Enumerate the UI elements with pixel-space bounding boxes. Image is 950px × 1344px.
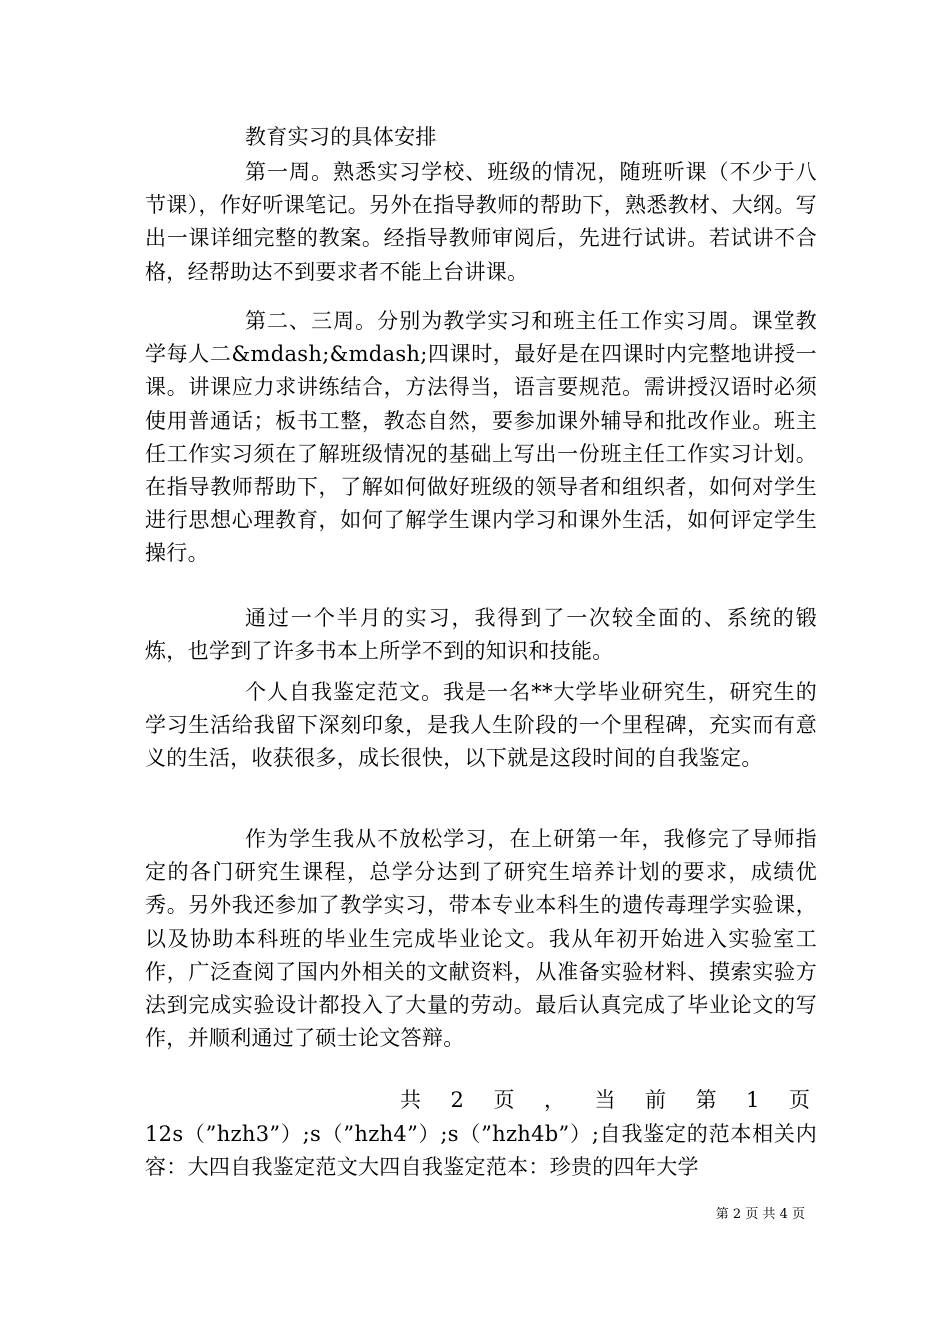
section-title: 教育实习的具体安排 — [245, 125, 437, 149]
pager-token: 1 — [746, 1088, 760, 1112]
paragraph: 作为学生我从不放松学习，在上研第一年，我修完了导师指定的各门研究生课程，总学分达到了研究生培养计划的要求，成绩优秀。另外我还参加了教学实习，带本专业本科生的遗传毒理学实验课，以及协助本科班的毕业生完成毕业论文。我从年初开始进入实验室工作，广泛查阅了国内外相关的文献资料，从准备实验材料、摸索实验方法到完成实验设计都投入了大量的劳动。最后认真完成了毕业论文的写作，并顺利通过了硕士论文答辩。 — [145, 827, 817, 1051]
paragraph: 第二、三周。分别为教学实习和班主任工作实习周。课堂教学每人二&mdash;&mdash;四课时，最好是在四课时内完整地讲授一课。讲课应力求讲练结合，方法得当，语言要规范。需讲授汉语时必须使用普通话；板书工整，教态自然，要参加课外辅导和批改作业。班主任工作实习须在了解班级情况的基础上写出一份班主任工作实习计划。在指导教师帮助下，了解如何做好班级的领导者和组织者，如何对学生进行思想心理教育，如何了解学生课内学习和课外生活，如何评定学生操行。 — [145, 309, 817, 566]
pager-token: 前 — [645, 1088, 667, 1112]
pager-token: ， — [543, 1088, 565, 1112]
page-indicator-line — [400, 1084, 810, 1117]
paragraph: 个人自我鉴定范文。我是一名**大学毕业研究生，研究生的学习生活给我留下深刻印象，是我人生阶段的一个里程碑，充实而有意义的生活，收获很多，成长很快，以下就是这段时间的自我鉴定。 — [145, 680, 817, 771]
pager-token: 页 — [493, 1088, 515, 1112]
pager-token: 页 — [789, 1088, 810, 1112]
tail-paragraph: 12s（”hzh3”）;s（”hzh4”）;s（”hzh4b”）;自我鉴定的范本相关内容：大四自我鉴定范文大四自我鉴定范本：珍贵的四年大学 — [145, 1122, 817, 1180]
pager-token: 2 — [450, 1088, 464, 1112]
pager-token: 共 — [400, 1088, 421, 1112]
pager-token: 第 — [695, 1088, 717, 1112]
paragraph: 通过一个半月的实习，我得到了一次较全面的、系统的锻炼，也学到了许多书本上所学不到的知识和技能。 — [145, 606, 817, 664]
page-footer: 第 2 页 共 4 页 — [715, 1207, 805, 1222]
pager-token: 当 — [594, 1088, 616, 1112]
paragraph: 第一周。熟悉实习学校、班级的情况，随班听课（不少于八节课），作好听课笔记。另外在指导教师的帮助下，熟悉教材、大纲。写出一课详细完整的教案。经指导教师审阅后，先进行试讲。若试讲不合格，经帮助达不到要求者不能上台讲课。 — [145, 160, 817, 284]
